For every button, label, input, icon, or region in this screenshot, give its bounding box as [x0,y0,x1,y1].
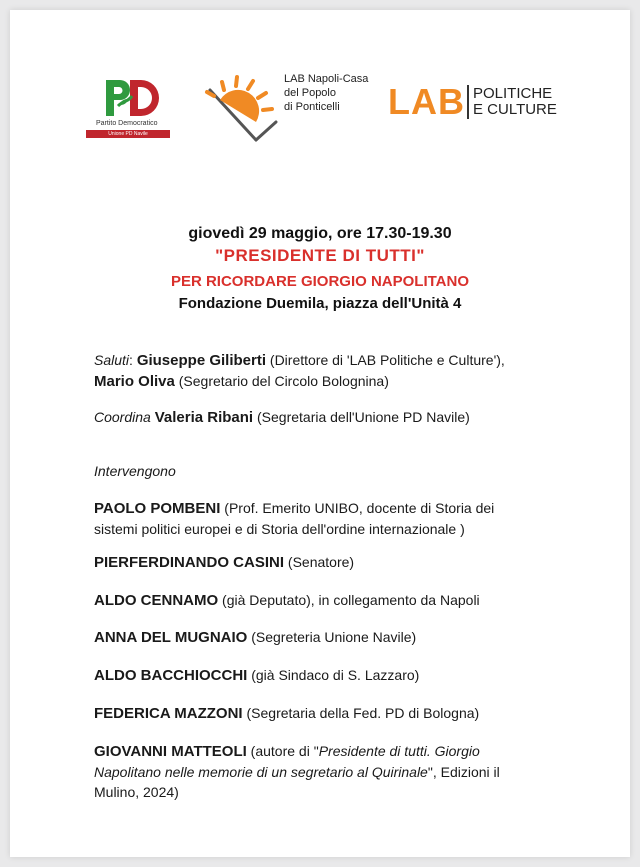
lab-logo-divider [467,85,469,119]
pd-union-label: Unione PD Navile [86,130,170,138]
lab-logo-word: LAB [388,81,465,122]
greetings-label: Saluti [94,352,130,368]
speaker-item-last [94,741,594,802]
lab-napoli-line-3: di Ponticelli [284,101,340,113]
speakers-heading [94,461,594,481]
lab-politiche-logo [388,82,557,122]
greetings-section [94,350,594,392]
sun-logo-icon [196,70,282,146]
lab-logo-sub-line-2: E CULTURE [473,101,557,118]
book-title-line-2: Napolitano nelle memorie di un segretario al Quirinale [94,764,428,780]
speaker-name: FEDERICA MAZZONI [94,705,243,722]
speaker-role: (già Deputato), in collegamento da Napoli [218,592,480,608]
speaker-item [94,552,594,573]
book-title-line-1: Presidente di tutti. Giorgio [318,743,480,759]
greetings-name-2: Mario Oliva [94,373,175,390]
lab-napoli-line-2: del Popolo [284,87,336,99]
event-date-time: giovedì 29 maggio, ore 17.30-19.30 [188,225,452,242]
speaker-name: GIOVANNI MATTEOLI [94,743,247,760]
book-publisher-cont: Mulino, 2024) [94,784,179,800]
speakers-label: Intervengono [94,463,176,479]
lab-logo-sub-line-1: POLITICHE [473,85,553,102]
pd-logo-mark-icon [88,76,168,120]
event-title: "PRESIDENTE DI TUTTI" [215,246,425,265]
greetings-role-2: (Segretario del Circolo Bolognina) [174,373,389,389]
speaker-item [94,590,594,611]
pd-logo [84,68,172,158]
coordinator-section [94,407,594,428]
speaker-name: ANNA DEL MUGNAIO [94,629,248,646]
lab-logo-subtitle [473,86,557,118]
coordinator-role: (Segretaria dell'Unione PD Navile) [253,409,470,425]
speaker-role-open: (autore di " [246,743,319,759]
lab-napoli-label [284,72,368,114]
speaker-item [94,703,594,724]
speaker-item [94,498,594,539]
greetings-colon: : [129,352,137,368]
speaker-name: ALDO CENNAMO [94,592,219,609]
speaker-name: ALDO BACCHIOCCHI [94,667,248,684]
event-subtitle: PER RICORDARE GIORGIO NAPOLITANO [170,273,470,290]
event-venue: Fondazione Duemila, piazza dell'Unità 4 [178,295,462,312]
speaker-role: (già Sindaco di S. Lazzaro) [247,667,420,683]
speaker-role: (Prof. Emerito UNIBO, docente di Storia dei [220,500,495,516]
speaker-name: PIERFERDINANDO CASINI [94,554,285,571]
book-publisher: ", Edizioni il [427,764,500,780]
speaker-name: PAOLO POMBENI [94,500,221,517]
coordinator-label: Coordina [94,409,151,425]
greetings-role-1: (Direttore di 'LAB Politiche e Culture'), [266,352,505,368]
speaker-item [94,627,594,648]
lab-napoli-line-1: LAB Napoli-Casa [284,73,369,85]
coordinator-name: Valeria Ribani [154,409,254,426]
pd-party-label: Partito Democratico [96,120,158,127]
speaker-role: (Segreteria Unione Navile) [247,629,417,645]
greetings-name-1: Giuseppe Giliberti [136,352,267,369]
speaker-role: (Segretaria della Fed. PD di Bologna) [242,705,480,721]
speaker-role-cont: sistemi politici europei e di Storia dell'ordine internazionale ) [94,521,465,537]
speaker-item [94,665,594,686]
speaker-role: (Senatore) [284,554,355,570]
